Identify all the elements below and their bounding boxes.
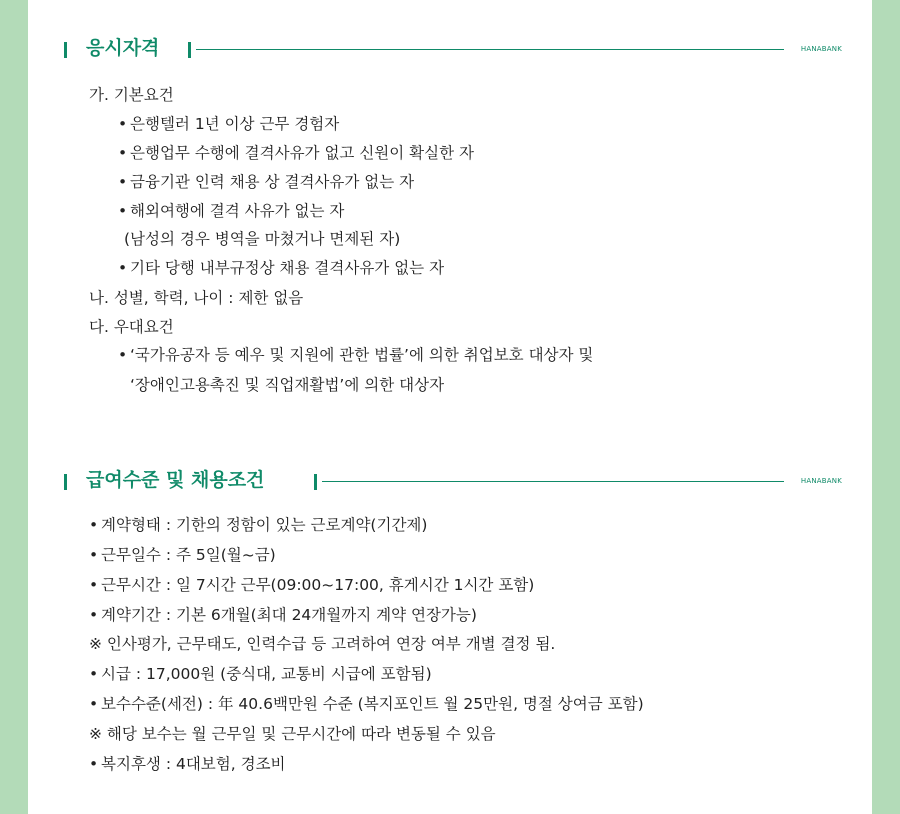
basic-item: • 기타 당행 내부규정상 채용 결격사유가 없는 자	[118, 257, 444, 279]
basic-item: • 은행텔러 1년 이상 근무 경험자	[118, 113, 339, 135]
condition-item: • 계약형태 : 기한의 정함이 있는 근로계약(기간제)	[89, 514, 427, 536]
basic-item-note: (남성의 경우 병역을 마쳤거나 면제된 자)	[124, 230, 401, 248]
preference-heading: 다. 우대요건	[89, 318, 174, 336]
preference-item-continued: ‘장애인고용촉진 및 직업재활법’에 의한 대상자	[130, 376, 445, 394]
basic-item: • 해외여행에 결격 사유가 없는 자	[118, 200, 344, 222]
condition-item: • 복지후생 : 4대보험, 경조비	[89, 753, 286, 775]
salary-header	[64, 470, 842, 494]
salary-brand: HANABANK	[800, 477, 842, 485]
condition-item: • 근무시간 : 일 7시간 근무(09:00~17:00, 휴게시간 1시간 포함)	[89, 574, 534, 596]
basic-requirements-heading: 가. 기본요건	[89, 86, 174, 104]
gender-education-age-heading: 나. 성별, 학력, 나이 : 제한 없음	[89, 289, 304, 307]
header-left-bar	[64, 42, 67, 58]
condition-item: • 시급 : 17,000원 (중식대, 교통비 시급에 포함됨)	[89, 663, 432, 685]
condition-note: ※ 인사평가, 근무태도, 인력수급 등 고려하여 연장 여부 개별 결정 됨.	[89, 635, 556, 653]
preference-item: • ‘국가유공자 등 예우 및 지원에 관한 법률’에 의한 취업보호 대상자 및	[118, 344, 593, 366]
condition-item: • 계약기간 : 기본 6개월(최대 24개월까지 계약 연장가능)	[89, 604, 477, 626]
qualification-header	[64, 38, 842, 62]
qualification-title: 응시자격	[86, 37, 160, 59]
basic-item: • 은행업무 수행에 결격사유가 없고 신원이 확실한 자	[118, 142, 474, 164]
basic-item: • 금융기관 인력 채용 상 결격사유가 없는 자	[118, 171, 414, 193]
condition-item: • 근무일수 : 주 5일(월~금)	[89, 544, 276, 566]
header-rule	[322, 481, 784, 482]
salary-title: 급여수준 및 채용조건	[86, 469, 265, 491]
header-rule	[196, 49, 784, 50]
header-title-end-bar	[314, 474, 317, 490]
qualification-brand: HANABANK	[800, 45, 842, 53]
right-side-bar	[872, 0, 900, 814]
left-side-bar	[0, 0, 28, 814]
condition-item: • 보수수준(세전) : 年 40.6백만원 수준 (복지포인트 월 25만원, 명절 상여금 포함)	[89, 693, 644, 715]
header-left-bar	[64, 474, 67, 490]
condition-note: ※ 해당 보수는 월 근무일 및 근무시간에 따라 변동될 수 있음	[89, 725, 496, 743]
header-title-end-bar	[188, 42, 191, 58]
